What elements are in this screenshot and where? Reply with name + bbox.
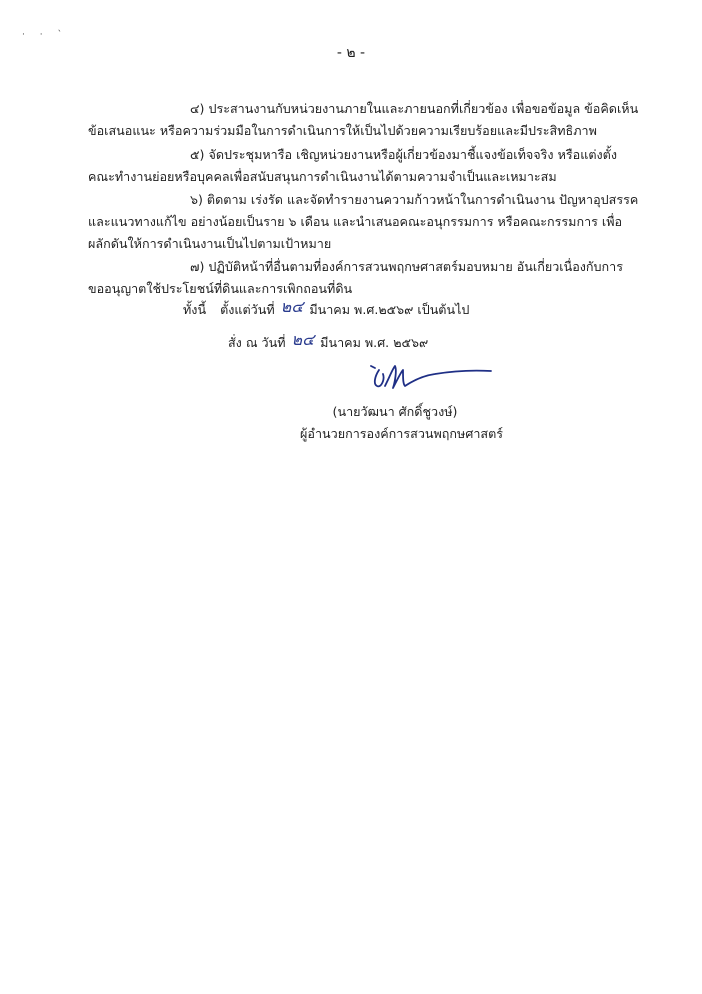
effective-prefix: ตั้งแต่วันที่: [220, 302, 275, 317]
page-number: - ๒ -: [336, 45, 366, 61]
paragraph-6-first-line: ๖) ติดตาม เร่งรัด และจัดทำรายงานความก้าวหน้าในการดำเนินงาน ปัญหาอุปสรรค: [190, 192, 639, 207]
paragraph-7-continuation: ขออนุญาตใช้ประโยชน์ที่ดินและการเพิกถอนที่ดิน: [88, 281, 353, 296]
signed-suffix: มีนาคม พ.ศ. ๒๕๖๙: [320, 335, 429, 350]
signed-prefix: สั่ง ณ วันที่: [228, 335, 286, 350]
paragraph-4-continuation: ข้อเสนอแนะ หรือความร่วมมือในการดำเนินการให้เป็นไปด้วยความเรียบร้อยและมีประสิทธิภาพ: [88, 123, 597, 138]
signatory-name: (นายวัฒนา ศักดิ์ชูวงษ์): [332, 404, 458, 419]
signed-day-handwritten: ๒๔: [291, 330, 315, 349]
effective-date-line: [183, 297, 469, 322]
signatory-title: ผู้อำนวยการองค์การสวนพฤกษศาสตร์: [300, 426, 504, 441]
paragraph-4-first-line: ๔) ประสานงานกับหน่วยงานภายในและภายนอกที่เกี่ยวข้อง เพื่อขอข้อมูล ข้อคิดเห็น: [190, 101, 639, 116]
paragraph-6-continuation-2: ผลักดันให้การดำเนินงานเป็นไปตามเป้าหมาย: [88, 236, 332, 251]
effective-day-handwritten: ๒๔: [280, 297, 304, 316]
effective-label: ทั้งนี้: [183, 302, 207, 317]
effective-suffix: มีนาคม พ.ศ.๒๕๖๙ เป็นต้นไป: [309, 302, 470, 317]
paragraph-6-continuation-1: และแนวทางแก้ไข อย่างน้อยเป็นราย ๖ เดือน และนำเสนอคณะอนุกรรมการ หรือคณะกรรมการ เพื่อ: [88, 214, 623, 229]
paragraph-7-first-line: ๗) ปฏิบัติหน้าที่อื่นตามที่องค์การสวนพฤกษศาสตร์มอบหมาย อันเกี่ยวเนื่องกับการ: [190, 259, 624, 274]
handwritten-signature: [365, 358, 495, 398]
scan-specks: · · `: [22, 30, 68, 40]
paragraph-5-continuation: คณะทำงานย่อยหรือบุคคลเพื่อสนับสนุนการดำเนินงานได้ตามความจำเป็นและเหมาะสม: [88, 169, 557, 184]
signed-date-line: [228, 330, 428, 355]
paragraph-5-first-line: ๕) จัดประชุมหารือ เชิญหน่วยงานหรือผู้เกี่ยวข้องมาชี้แจงข้อเท็จจริง หรือแต่งตั้ง: [190, 147, 617, 162]
